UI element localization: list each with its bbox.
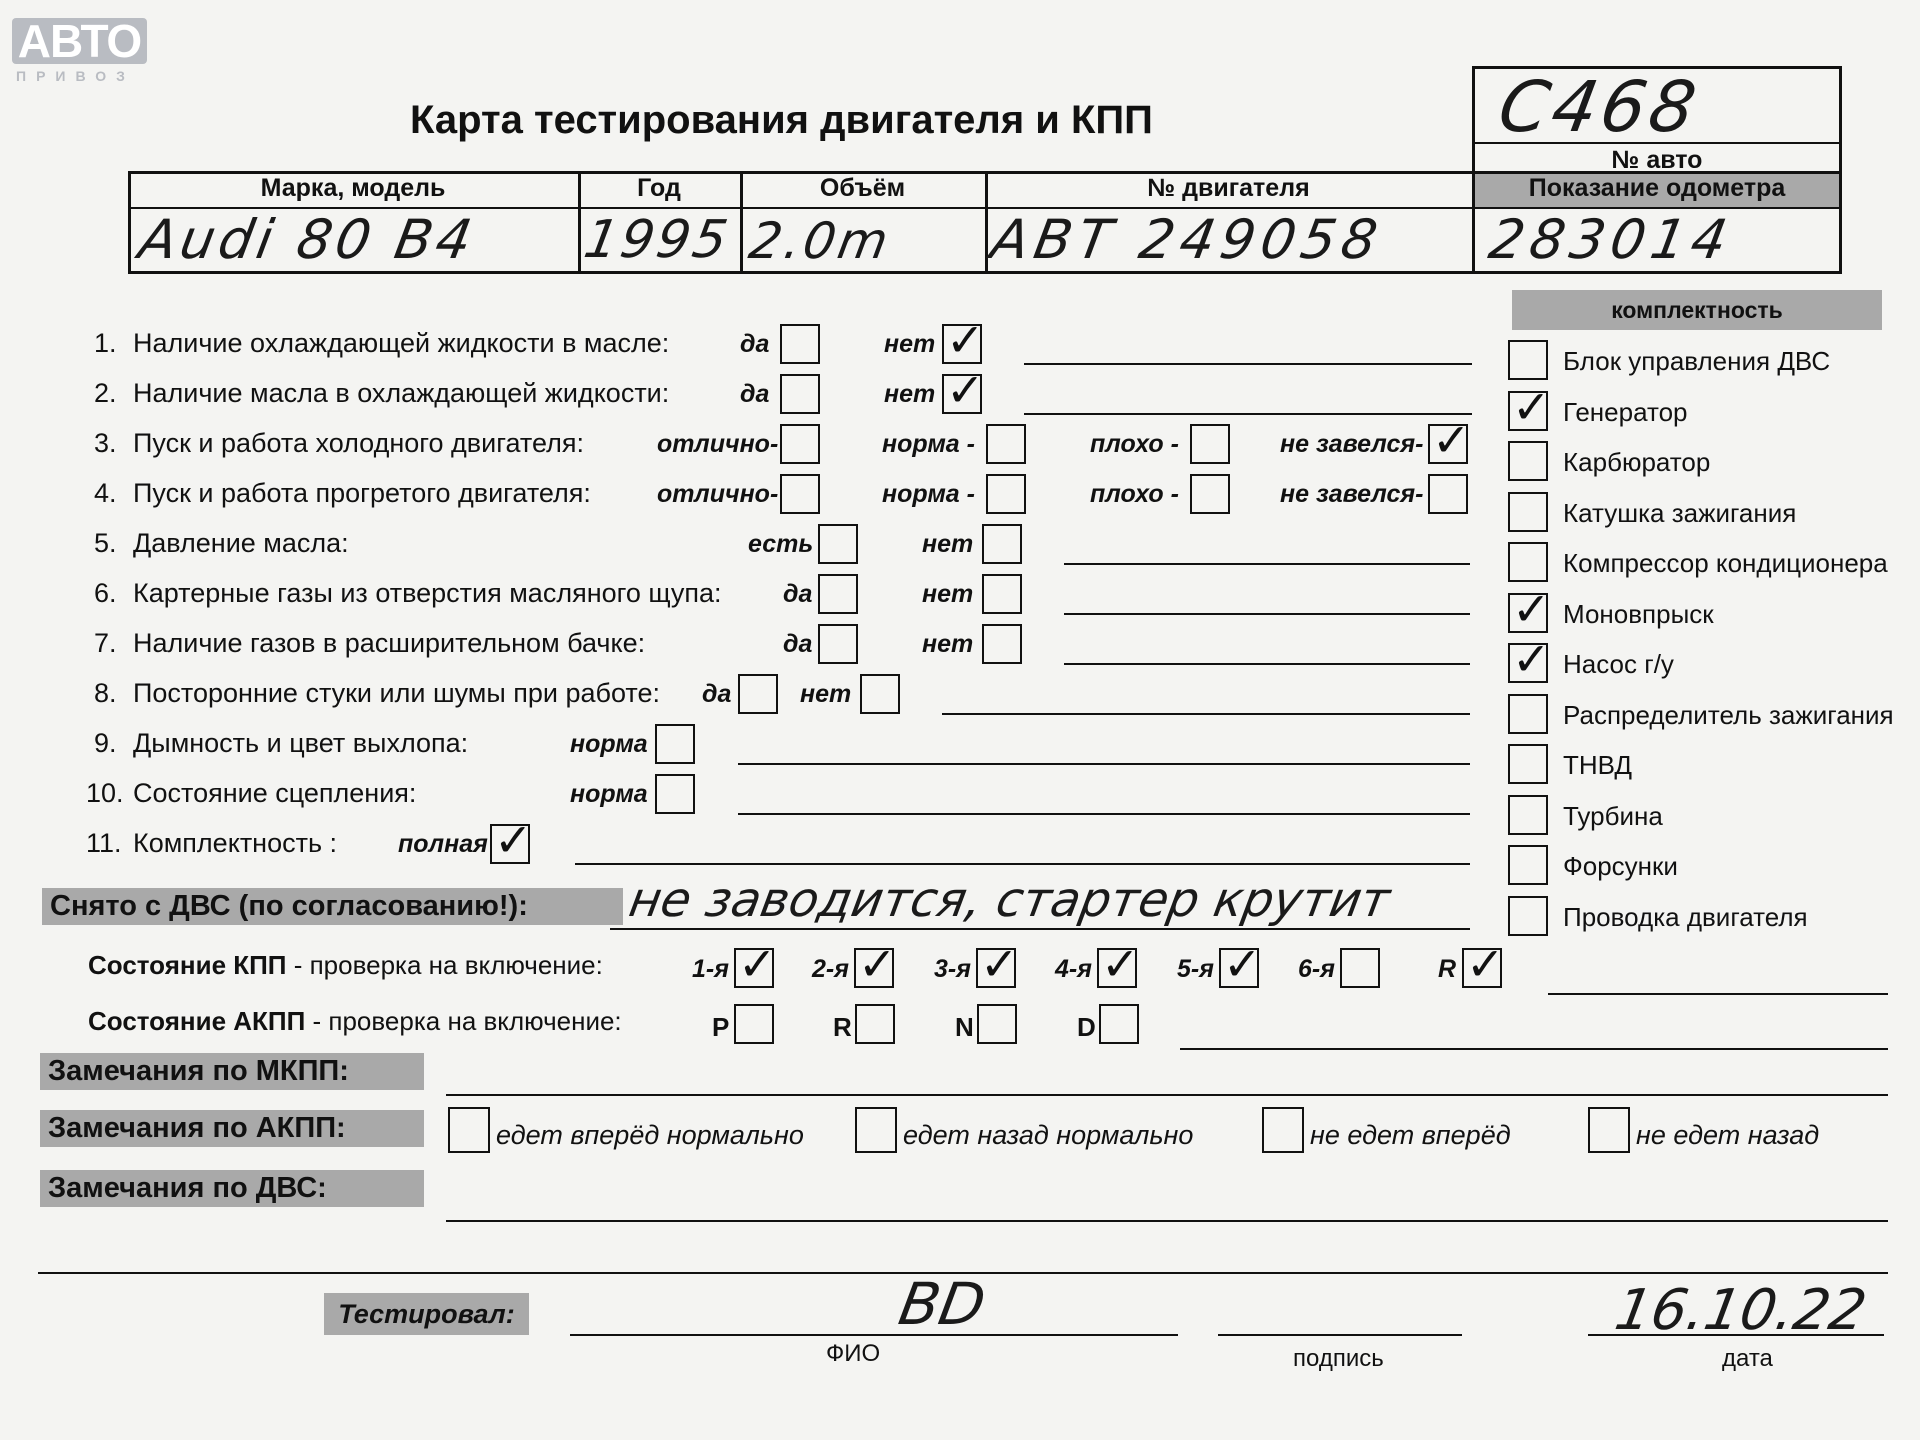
option-label: нет — [884, 330, 936, 358]
question-number: 1. — [94, 328, 117, 358]
akpp-line — [1180, 1048, 1888, 1050]
option-checkbox[interactable] — [982, 624, 1022, 664]
gear-label: 1-я — [692, 955, 729, 983]
option-label: есть — [748, 530, 814, 558]
question-number: 9. — [94, 728, 117, 758]
kpp-label-bold: Состояние КПП — [88, 950, 287, 980]
completeness-checkbox[interactable] — [1508, 492, 1548, 532]
akpp-label — [88, 1006, 622, 1037]
completeness-label: Распределитель зажигания — [1563, 699, 1894, 730]
option-checkbox[interactable] — [780, 374, 820, 414]
akpp-remark-checkbox[interactable] — [1588, 1107, 1630, 1153]
completeness-checkbox[interactable] — [1508, 694, 1548, 734]
question-number: 5. — [94, 528, 117, 558]
completeness-label: ТНВД — [1563, 750, 1633, 780]
car-number-label: № авто — [1611, 146, 1703, 174]
option-label: нет — [922, 630, 974, 658]
akpp-mode-label: D — [1077, 1012, 1096, 1042]
year-label: Год — [637, 174, 681, 202]
akpp-remark-label: не едет назад — [1636, 1120, 1820, 1150]
question-number: 8. — [94, 678, 117, 708]
completeness-checkbox[interactable] — [1508, 391, 1548, 431]
option-label: нет — [922, 580, 974, 608]
completeness-checkbox[interactable] — [1508, 744, 1548, 784]
gear-label: 5-я — [1177, 955, 1214, 983]
question-number: 11. — [86, 828, 122, 858]
option-label: не завелся- — [1280, 480, 1424, 508]
remarks-dvs-label: Замечания по ДВС: — [40, 1170, 424, 1207]
option-checkbox[interactable] — [780, 424, 820, 464]
option-checkbox[interactable] — [818, 574, 858, 614]
question-text: Дымность и цвет выхлопа: — [133, 728, 469, 758]
option-label: не завелся- — [1280, 430, 1424, 458]
gear-checkbox[interactable] — [1097, 948, 1137, 988]
fio-value: BD — [894, 1270, 991, 1338]
remarks-akpp-label: Замечания по АКПП: — [40, 1110, 424, 1147]
akpp-remark-checkbox[interactable] — [448, 1107, 490, 1153]
question-text: Наличие охлаждающей жидкости в масле: — [133, 328, 670, 358]
car-number-divider — [1472, 142, 1842, 144]
question-text: Комплектность : — [133, 828, 338, 858]
removed-label: Снято с ДВС (по согласованию!): — [42, 888, 623, 925]
option-checkbox[interactable] — [780, 474, 820, 514]
gear-label: 3-я — [934, 955, 971, 983]
gear-checkbox[interactable] — [734, 948, 774, 988]
option-label: норма — [570, 730, 648, 758]
akpp-remark-label: не едет вперёд — [1310, 1120, 1511, 1150]
question-number: 4. — [94, 478, 117, 508]
option-checkbox[interactable] — [655, 724, 695, 764]
gear-label: 2-я — [812, 955, 849, 983]
completeness-label: Моновпрыск — [1563, 598, 1714, 629]
remarks-mkpp-label: Замечания по МКПП: — [40, 1053, 424, 1090]
question-number: 3. — [94, 428, 117, 458]
answer-line — [575, 863, 1470, 865]
akpp-label-bold: Состояние АКПП — [88, 1006, 306, 1036]
completeness-label: Турбина — [1563, 800, 1663, 831]
option-label: плохо - — [1090, 480, 1179, 508]
question-text: Состояние сцепления: — [133, 778, 417, 808]
date-value: 16.10.22 — [1610, 1278, 1872, 1343]
option-label: да — [783, 580, 813, 608]
option-checkbox[interactable] — [942, 324, 982, 364]
answer-line — [1064, 563, 1470, 565]
completeness-checkbox[interactable] — [1508, 896, 1548, 936]
option-checkbox[interactable] — [1428, 424, 1468, 464]
akpp-mode-checkbox[interactable] — [977, 1004, 1017, 1044]
option-checkbox[interactable] — [780, 324, 820, 364]
gear-checkbox[interactable] — [1462, 948, 1502, 988]
option-label: норма - — [882, 480, 975, 508]
removed-line — [610, 928, 1470, 930]
remarks-dvs-line — [446, 1220, 1888, 1222]
akpp-remark-checkbox[interactable] — [855, 1107, 897, 1153]
akpp-mode-label: N — [955, 1012, 974, 1042]
date-label: дата — [1722, 1345, 1773, 1372]
question-text: Наличие газов в расширительном бачке: — [133, 628, 646, 658]
signature-line — [1218, 1334, 1462, 1336]
fio-line — [570, 1334, 1178, 1336]
option-checkbox[interactable] — [738, 674, 778, 714]
logo-subtitle: ПРИВОЗ — [16, 68, 135, 84]
question-number: 6. — [94, 578, 117, 608]
completeness-header: комплектность — [1512, 290, 1882, 330]
option-checkbox[interactable] — [655, 774, 695, 814]
page-title: Карта тестирования двигателя и КПП — [410, 98, 1153, 142]
completeness-checkbox[interactable] — [1508, 542, 1548, 582]
option-checkbox[interactable] — [818, 524, 858, 564]
year-value: 1995 — [579, 210, 735, 270]
gear-checkbox[interactable] — [1340, 948, 1380, 988]
kpp-line — [1548, 993, 1888, 995]
brand-value: Audi 80 B4 — [134, 208, 481, 271]
completeness-checkbox[interactable] — [1508, 845, 1548, 885]
option-checkbox[interactable] — [818, 624, 858, 664]
car-number-value: C468 — [1492, 66, 1706, 148]
option-label: норма - — [882, 430, 975, 458]
option-label: отлично- — [657, 430, 779, 458]
completeness-checkbox[interactable] — [1508, 593, 1548, 633]
option-label: да — [702, 680, 732, 708]
kpp-label-rest: - проверка на включение: — [286, 950, 603, 980]
gear-checkbox[interactable] — [976, 948, 1016, 988]
fio-label: ФИО — [826, 1340, 881, 1367]
odometer-value: 283014 — [1484, 208, 1738, 271]
option-checkbox[interactable] — [942, 374, 982, 414]
akpp-mode-checkbox[interactable] — [734, 1004, 774, 1044]
akpp-mode-label: P — [712, 1012, 730, 1042]
option-label: нет — [922, 530, 974, 558]
option-label: да — [740, 330, 770, 358]
option-label: да — [783, 630, 813, 658]
option-checkbox[interactable] — [986, 424, 1026, 464]
option-label: полная — [398, 830, 488, 858]
option-checkbox[interactable] — [986, 474, 1026, 514]
answer-line — [1024, 363, 1472, 365]
completeness-label: Катушка зажигания — [1563, 497, 1797, 528]
akpp-remark-label: едет вперёд нормально — [496, 1120, 804, 1150]
odometer-label: Показание одометра — [1528, 174, 1786, 202]
akpp-remark-label: едет назад нормально — [903, 1120, 1194, 1150]
gear-checkbox[interactable] — [854, 948, 894, 988]
akpp-mode-label: R — [833, 1012, 852, 1042]
completeness-label: Компрессор кондиционера — [1563, 548, 1888, 578]
option-checkbox[interactable] — [1190, 474, 1230, 514]
question-text: Наличие масла в охлаждающей жидкости: — [133, 378, 670, 408]
akpp-remark-checkbox[interactable] — [1262, 1107, 1304, 1153]
option-checkbox[interactable] — [982, 574, 1022, 614]
option-label: плохо - — [1090, 430, 1179, 458]
brand-label: Марка, модель — [260, 174, 446, 202]
option-checkbox[interactable] — [860, 674, 900, 714]
answer-line — [1024, 413, 1472, 415]
completeness-label: Проводка двигателя — [1563, 901, 1808, 932]
removed-value: не заводится, стартер крутит — [625, 872, 1395, 928]
completeness-label: Насос г/у — [1563, 649, 1674, 679]
answer-line — [942, 713, 1470, 715]
option-label: да — [740, 380, 770, 408]
answer-line — [1064, 613, 1470, 615]
completeness-checkbox[interactable] — [1508, 643, 1548, 683]
option-label: нет — [884, 380, 936, 408]
completeness-label: Блок управления ДВС — [1563, 346, 1831, 376]
logo: АВТО — [12, 18, 147, 64]
question-text: Давление масла: — [133, 528, 349, 558]
answer-line — [738, 763, 1470, 765]
akpp-label-rest: - проверка на включение: — [305, 1006, 622, 1036]
option-label: нет — [800, 680, 852, 708]
question-number: 10. — [86, 778, 124, 808]
question-text: Картерные газы из отверстия масляного щупа: — [133, 578, 722, 608]
completeness-label: Форсунки — [1563, 851, 1678, 881]
question-text: Посторонние стуки или шумы при работе: — [133, 678, 660, 708]
question-text: Пуск и работа холодного двигателя: — [133, 428, 584, 458]
engine-number-label: № двигателя — [1147, 174, 1310, 202]
option-checkbox[interactable] — [1190, 424, 1230, 464]
completeness-label: Генератор — [1563, 396, 1688, 427]
question-text: Пуск и работа прогретого двигателя: — [133, 478, 591, 508]
kpp-label — [88, 950, 603, 981]
gear-label: 4-я — [1055, 955, 1092, 983]
option-checkbox[interactable] — [1428, 474, 1468, 514]
completeness-label: Карбюратор — [1563, 447, 1711, 477]
akpp-mode-checkbox[interactable] — [855, 1004, 895, 1044]
completeness-checkbox[interactable] — [1508, 795, 1548, 835]
gear-label: 6-я — [1298, 955, 1335, 983]
remarks-mkpp-line — [446, 1094, 1888, 1096]
completeness-checkbox[interactable] — [1508, 340, 1548, 380]
gear-checkbox[interactable] — [1219, 948, 1259, 988]
option-checkbox[interactable] — [490, 824, 530, 864]
answer-line — [1064, 663, 1470, 665]
engine-number-value: ABT 249058 — [986, 208, 1388, 271]
akpp-mode-checkbox[interactable] — [1099, 1004, 1139, 1044]
signature-label: подпись — [1293, 1345, 1384, 1372]
question-number: 7. — [94, 628, 117, 658]
completeness-checkbox[interactable] — [1508, 441, 1548, 481]
volume-label: Объём — [819, 174, 906, 202]
answer-line — [738, 813, 1470, 815]
gear-label: R — [1438, 955, 1457, 983]
option-label: отлично- — [657, 480, 779, 508]
option-checkbox[interactable] — [982, 524, 1022, 564]
volume-value: 2.0m — [744, 212, 896, 270]
option-label: норма — [570, 780, 648, 808]
tested-label: Тестировал: — [324, 1293, 529, 1335]
question-number: 2. — [94, 378, 117, 408]
